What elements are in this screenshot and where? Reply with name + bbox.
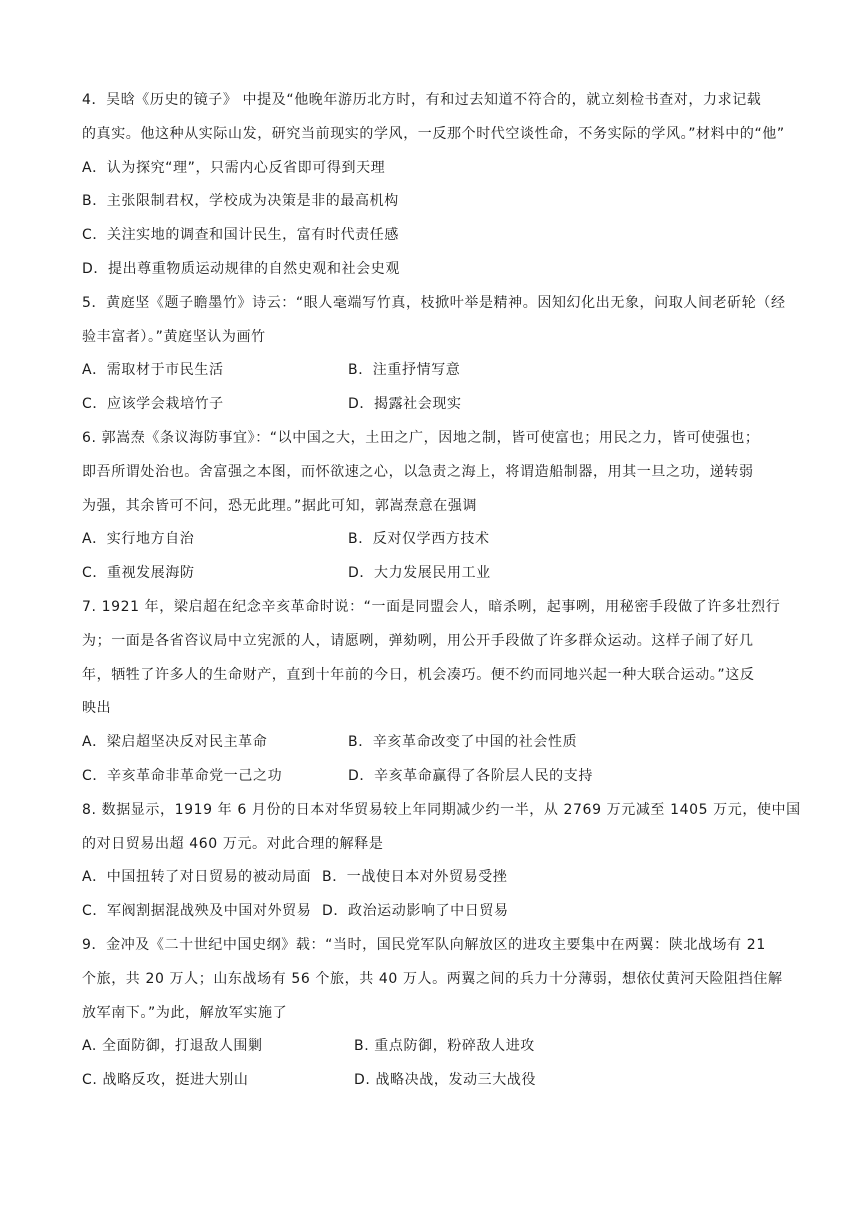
question-6-options-row [82,523,788,557]
question-6-stem-line: 6. 郭嵩焘《条议海防事宜》：“以中国之大，土田之广，因地之制，皆可使富也；用民之力，皆可使强也； [82,429,760,446]
question-6-stem-line: 即吾所谓处治也。舍富强之本图，而怀欲速之心，以急责之海上，将谓造船制器，用其一旦之功，递转弱 [82,463,754,480]
question-9-option-d: D. 战略决战，发动三大战役 [354,1072,537,1089]
question-4-option-a: A．认为探究“理”，只需内心反省即可得到天理 [82,159,386,176]
question-8-stem-line: 8. 数据显示，1919 年 6 月份的日本对华贸易较上年同期减少约一半，从 2769 万元减至 1405 万元，使中国 [82,801,801,818]
question-7-stem-line: 映出 [82,700,112,717]
question-7-option-d: D．辛亥革命赢得了各阶层人民的支持 [348,767,593,784]
question-9-stem-line: 个旅，共 20 万人；山东战场有 56 个旅，共 40 万人。两翼之间的兵力十分薄弱，想依仗黄河天险阻挡住解 [82,970,783,987]
question-7-options-row [82,726,788,760]
question-8-option-d: D．政治运动影响了中日贸易 [322,903,509,920]
question-4-option-d: D．提出尊重物质运动规律的自然史观和社会史观 [82,260,400,277]
question-5 [82,287,788,422]
question-5-option-c: C．应该学会栽培竹子 [82,396,224,413]
question-7-stem-line: 7. 1921 年，梁启超在纪念辛亥革命时说：“一面是同盟会人，暗杀咧，起事咧，用秘密手段做了许多壮烈行 [82,598,781,615]
question-6-option-a: A．实行地方自治 [82,531,195,548]
exam-page [82,84,801,1098]
question-5-stem-line: 验丰富者）。”黄庭坚认为画竹 [82,328,266,345]
question-7-option-a: A．梁启超坚决反对民主革命 [82,734,268,751]
question-4-stem-line: 4．吴晗《历史的镜子》 中提及“他晚年游历北方时，有和过去知道不符合的，就立刻检书查对，力求记载 [82,92,762,108]
question-8 [82,794,801,929]
question-8-option-b: B．一战使日本对外贸易受挫 [322,869,508,886]
question-5-option-b: B．注重抒情写意 [348,362,461,379]
question-7-option-b: B．辛亥革命改变了中国的社会性质 [348,734,578,751]
question-4-option-c: C．关注实地的调查和国计民生，富有时代责任感 [82,227,399,244]
question-5-options-row [82,354,788,388]
question-7 [82,591,788,794]
question-8-option-a: A．中国扭转了对日贸易的被动局面 [82,869,312,886]
question-4-option-b: B．主张限制君权，学校成为决策是非的最高机构 [82,193,399,210]
question-7-stem-line: 年，牺牲了许多人的生命财产，直到十年前的今日，机会凑巧。便不约而同地兴起一种大联合运动。”这反 [82,666,755,683]
question-7-option-c: C．辛亥革命非革命党一己之功 [82,767,283,784]
question-6-option-c: C．重视发展海防 [82,565,195,582]
question-8-options-row [82,895,788,929]
question-9-stem-line: 9．金冲及《二十世纪中国史纲》载：“当时，国民党军队向解放区的进攻主要集中在两翼：陕北战场有 21 [82,936,766,953]
question-7-options-row [82,760,788,794]
question-6-options-row [82,557,788,591]
question-5-options-row [82,388,788,422]
question-9-option-b: B. 重点防御，粉碎敌人进攻 [354,1038,535,1055]
question-6-stem-line: 为强，其余皆可不问，恐无此理。”据此可知，郭嵩焘意在强调 [82,497,478,514]
question-5-option-a: A．需取材于市民生活 [82,362,224,379]
question-9-stem-line: 放军南下。”为此，解放军实施了 [82,1004,288,1021]
question-9 [82,929,788,1098]
question-7-stem-line: 为；一面是各省咨议局中立宪派的人，请愿咧，弹劾咧，用公开手段做了许多群众运动。这样子闹了好几 [82,632,754,649]
question-4-stem-line: 的真实。他这种从实际山发，研究当前现实的学风，一反那个时代空谈性命，不务实际的学风。”材料中的“他” [82,125,785,142]
question-8-option-c: C．军阀割据混战殃及中国对外贸易 [82,903,312,920]
question-9-option-a: A. 全面防御，打退敌人围剿 [82,1038,263,1055]
question-6-option-d: D．大力发展民用工业 [348,565,491,582]
question-5-option-d: D．揭露社会现实 [348,396,462,413]
question-8-options-row [82,861,788,895]
question-5-stem-line: 5．黄庭坚《题子瞻墨竹》诗云：“眼人毫端写竹真，枝掀叶举是精神。因知幻化出无象，问取人间老斫轮（经 [82,294,786,311]
question-6 [82,422,788,591]
question-4 [82,84,788,287]
question-8-stem-line: 的对日贸易出超 460 万元。对此合理的解释是 [82,835,384,852]
question-9-options-row [82,1030,788,1064]
question-9-options-row [82,1064,788,1098]
question-9-option-c: C. 战略反攻，挺进大别山 [82,1072,249,1089]
question-6-option-b: B．反对仅学西方技术 [348,531,490,548]
